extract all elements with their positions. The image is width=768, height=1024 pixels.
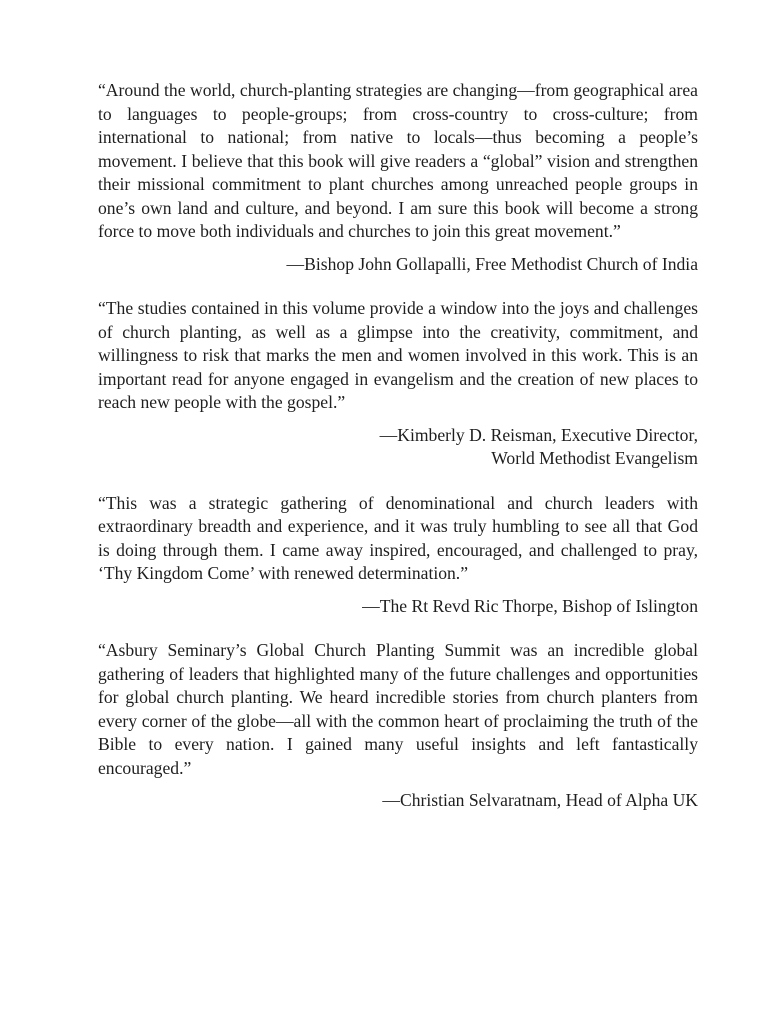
endorsements-page: [98, 79, 698, 813]
attribution-line: World Methodist Evangelism: [491, 448, 698, 468]
testimonial-4: [98, 639, 698, 813]
testimonial-quote: “This was a strategic gathering of denominational and church leaders with extraordinary breadth and experience, and it was truly humbling to see all that God is doing through them. I came away inspired, encouraged, and challenged to pray, ‘Thy Kingdom Come’ with renewed determination.”: [98, 492, 698, 583]
attribution-line: —Christian Selvaratnam, Head of Alpha UK: [382, 790, 698, 810]
attribution-line: —Kimberly D. Reisman, Executive Director,: [379, 424, 698, 445]
testimonial-quote: “Around the world, church-planting strategies are changing—from geographical area to languages to people-groups; from cross-country to cross-culture; from international to national; from native to locals—thus becoming a people’s movement. I believe that this book will give readers a “global” vision and strengthen their missional commitment to plant churches among unreached people groups in one’s own land and culture, and beyond. I am sure this book will become a strong force to move both individuals and churches to join this great movement.”: [98, 80, 698, 241]
testimonial-attribution: [98, 253, 698, 277]
testimonial-quote: “Asbury Seminary’s Global Church Planting Summit was an incredible global gathering of leaders that highlighted many of the future challenges and opportunities for global church planting. We heard incredible stories from church planters from every corner of the globe—all with the common heart of proclaiming the truth of the Bible to every nation. I gained many useful insights and left fantastically encouraged.”: [98, 640, 698, 778]
testimonial-attribution: [98, 424, 698, 471]
testimonial-attribution: [98, 789, 698, 813]
testimonial-quote: “The studies contained in this volume provide a window into the joys and challenges of church planting, as well as a glimpse into the creativity, commitment, and willingness to risk that marks the men and women involved in this work. This is an important read for anyone engaged in evangelism and the creation of new places to reach new people with the gospel.”: [98, 298, 698, 412]
testimonial-2: [98, 297, 698, 471]
attribution-line: —Bishop John Gollapalli, Free Methodist Church of India: [286, 253, 698, 274]
testimonial-attribution: [98, 595, 698, 619]
testimonial-3: [98, 492, 698, 619]
testimonial-1: [98, 79, 698, 276]
attribution-line: —The Rt Revd Ric Thorpe, Bishop of Islington: [362, 595, 698, 616]
